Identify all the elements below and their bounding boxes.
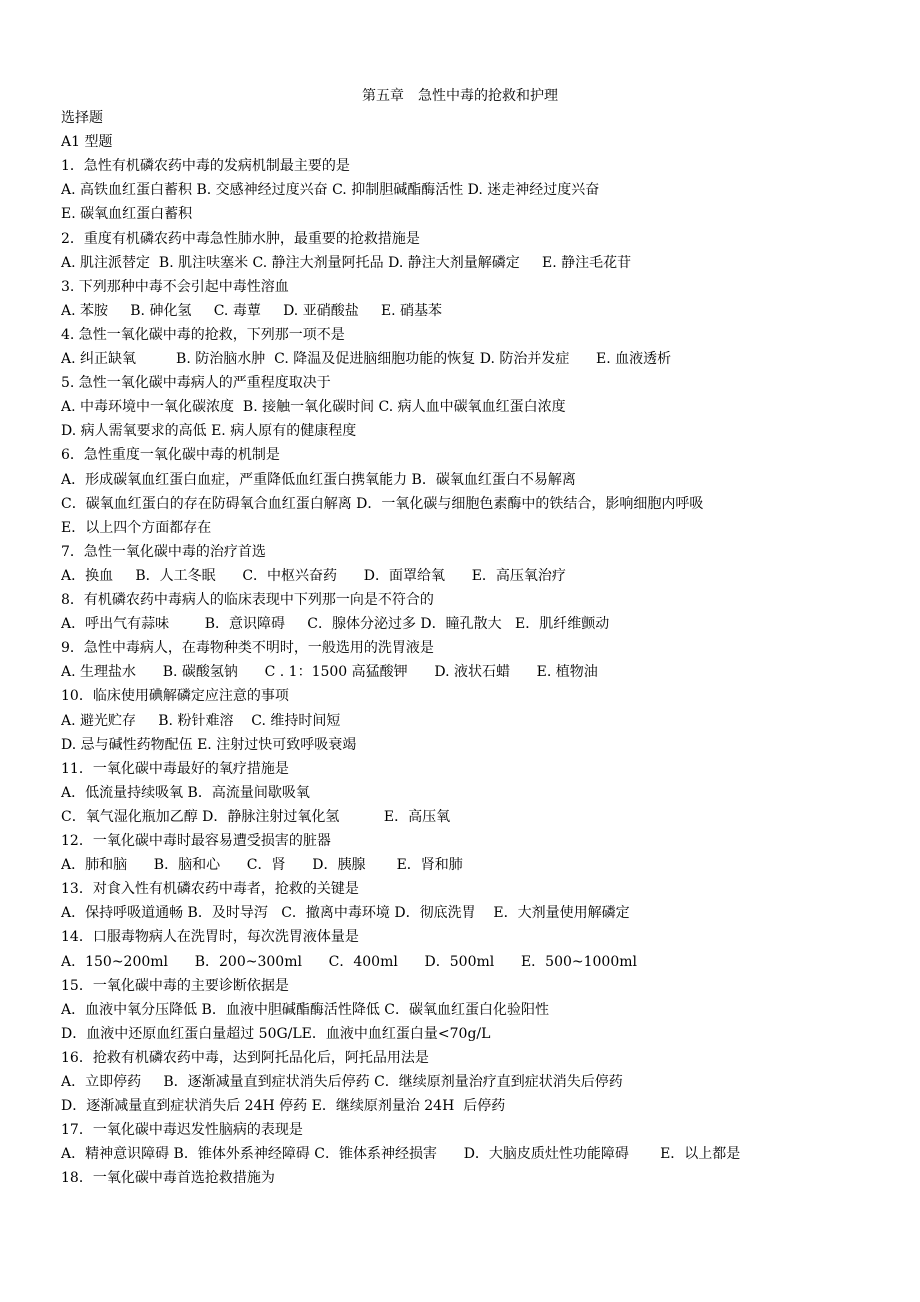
text-line: A．形成碳氧血红蛋白血症，严重降低血红蛋白携氧能力 B．碳氧血红蛋白不易解离: [61, 471, 576, 488]
text-line: A. 纠正缺氧 B. 防治脑水肿 C. 降温及促进脑细胞功能的恢复 D. 防治并发症 E. 血液透析: [61, 351, 672, 367]
text-line: 1．急性有机磷农药中毒的发病机制最主要的是: [61, 158, 350, 175]
text-line: A. 肌注派替定 B. 肌注呋塞米 C. 静注大剂量阿托品 D. 静注大剂量解磷定 E. 静注毛花苷: [61, 254, 632, 271]
text-line: C．碳氧血红蛋白的存在防碍氧合血红蛋白解离 D．一氧化碳与细胞色素酶中的铁结合，影响细胞内呼吸: [61, 495, 704, 512]
text-line: D．逐渐减量直到症状消失后 24H 停药 E．继续原剂量治 24H 后停药: [61, 1098, 506, 1115]
text-line: A. 中毒环境中一氧化碳浓度 B. 接触一氧化碳时间 C. 病人血中碳氧血红蛋白浓度: [61, 399, 566, 416]
text-line: 16．抢救有机磷农药中毒，达到阿托品化后，阿托品用法是: [61, 1049, 429, 1066]
text-line: A．精神意识障碍 B．锥体外系神经障碍 C．锥体系神经损害 D．大脑皮质灶性功能障碍 E．以上都是: [61, 1146, 741, 1163]
text-line: 13．对食入性有机磷农药中毒者，抢救的关键是: [61, 881, 359, 898]
text-line: D. 忌与碱性药物配伍 E. 注射过快可致呼吸衰竭: [61, 736, 357, 753]
text-line: A．血液中氧分压降低 B．血液中胆碱酯酶活性降低 C．碳氧血红蛋白化验阳性: [61, 1001, 550, 1018]
text-line: D．血液中还原血红蛋白量超过 50G/LE．血液中血红蛋白量<70g/L: [61, 1025, 491, 1042]
text-line: A．呼出气有蒜味 B．意识障碍 C．腺体分泌过多 D．瞳孔散大 E．肌纤维颤动: [61, 616, 610, 633]
text-line: 17．一氧化碳中毒迟发性脑病的表现是: [61, 1122, 303, 1139]
page-title: 第五章 急性中毒的抢救和护理: [362, 88, 558, 104]
text-line: A．立即停药 B．逐渐减量直到症状消失后停药 C．继续原剂量治疗直到症状消失后停药: [61, 1074, 623, 1090]
text-line: 7．急性一氧化碳中毒的治疗首选: [61, 543, 266, 560]
text-line: A．保持呼吸道通畅 B．及时导泻 C．撤离中毒环境 D．彻底洗胃 E．大剂量使用解磷定: [61, 905, 630, 922]
text-line: A1 型题: [61, 134, 113, 151]
text-line: 9．急性中毒病人，在毒物种类不明时，一般选用的洗胃液是: [61, 640, 434, 657]
text-line: D. 病人需氧要求的高低 E. 病人原有的健康程度: [61, 423, 357, 440]
text-line: 11．一氧化碳中毒最好的氧疗措施是: [61, 760, 289, 777]
text-line: 10．临床使用碘解磷定应注意的事项: [61, 688, 289, 705]
text-line: 5. 急性一氧化碳中毒病人的严重程度取决于: [61, 375, 331, 392]
text-line: A．低流量持续吸氧 B．高流量间歇吸氧: [61, 784, 310, 801]
text-line: E．以上四个方面都存在: [61, 519, 212, 536]
text-line: 14．口服毒物病人在洗胃时，每次洗胃液体量是: [61, 929, 359, 946]
text-line: 3. 下列那种中毒不会引起中毒性溶血: [61, 278, 289, 295]
text-line: A．肺和脑 B．脑和心 C．肾 D．胰腺 E．肾和肺: [61, 857, 463, 874]
text-line: 8．有机磷农药中毒病人的临床表现中下列那一向是不符合的: [61, 592, 434, 608]
text-line: 6．急性重度一氧化碳中毒的机制是: [61, 447, 280, 464]
text-line: 12．一氧化碳中毒时最容易遭受损害的脏器: [61, 833, 331, 849]
text-line: 4. 急性一氧化碳中毒的抢救，下列那一项不是: [61, 326, 345, 343]
text-line: A. 高铁血红蛋白蓄积 B. 交感神经过度兴奋 C. 抑制胆碱酯酶活性 D. 迷走神经过度兴奋: [61, 182, 600, 199]
text-line: 15．一氧化碳中毒的主要诊断依据是: [61, 977, 289, 994]
text-line: A. 苯胺 B. 砷化氢 C. 毒蕈 D. 亚硝酸盐 E. 硝基苯: [61, 302, 443, 319]
text-line: A. 生理盐水 B. 碳酸氢钠 C . 1：1500 高猛酸钾 D. 液状石蜡 E. 植物油: [61, 664, 598, 681]
text-line: A．150~200ml B．200~300ml C．400ml D．500ml E．500~1000ml: [61, 953, 637, 970]
text-line: A．换血 B．人工冬眠 C．中枢兴奋药 D．面罩给氧 E．高压氧治疗: [61, 567, 566, 584]
text-line: C．氧气湿化瓶加乙醇 D．静脉注射过氧化氢 E．高压氧: [61, 808, 451, 825]
text-line: 选择题: [61, 110, 103, 126]
text-line: E. 碳氧血红蛋白蓄积: [61, 206, 193, 223]
text-line: 2．重度有机磷农药中毒急性肺水肿，最重要的抢救措施是: [61, 230, 420, 247]
text-line: 18．一氧化碳中毒首选抢救措施为: [61, 1170, 275, 1187]
text-line: A. 避光贮存 B. 粉针难溶 C. 维持时间短: [61, 712, 341, 729]
